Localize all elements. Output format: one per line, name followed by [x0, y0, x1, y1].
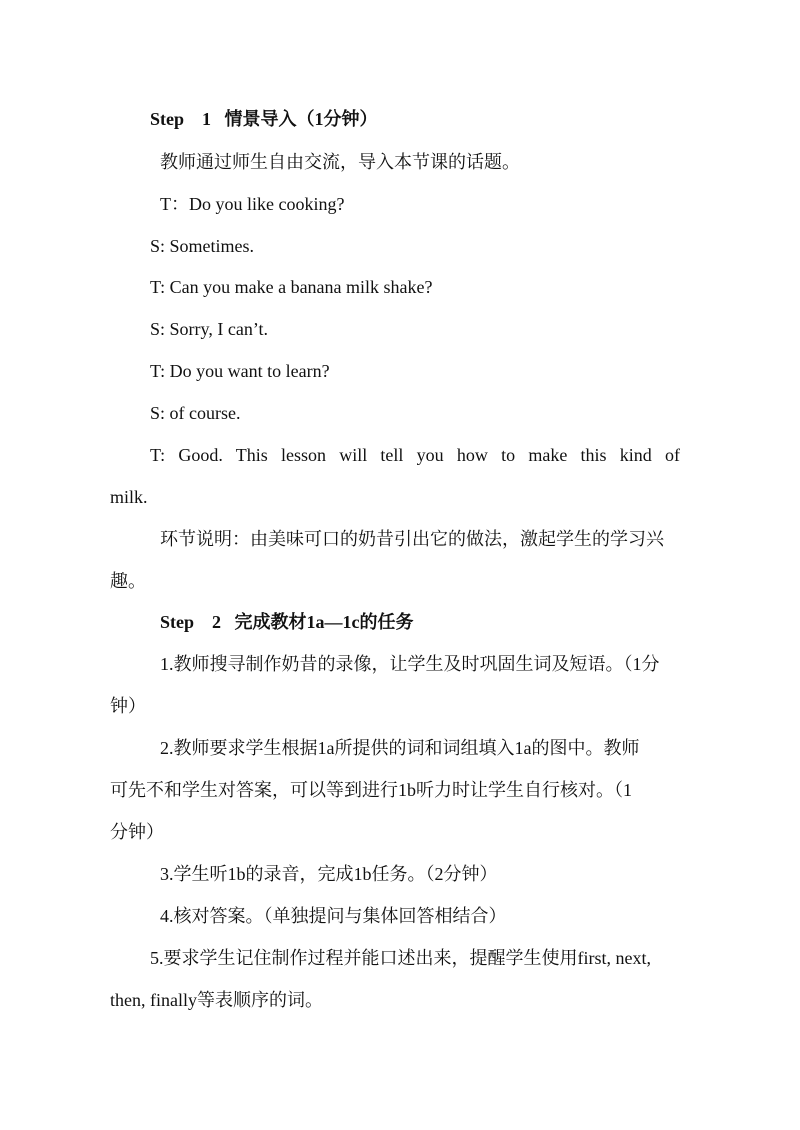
dialogue-line-4: S: Sorry, I can’t. [150, 319, 268, 339]
step2-item3: 3.学生听1b的录音，完成1b任务。（2分钟） [160, 864, 498, 884]
dialogue-line-1: T：Do you like cooking? [160, 194, 345, 214]
step2-item1-line-2: 钟） [110, 696, 146, 716]
step2-item5-line-1: 5.要求学生记住制作过程并能口述出来，提醒学生使用first, next, [150, 948, 651, 968]
step1-note-line-1: 环节说明：由美味可口的奶昔引出它的做法，激起学生的学习兴 [160, 529, 664, 549]
step1-heading: Step 1 情景导入（1分钟） [150, 109, 378, 129]
dialogue-line-8: milk. [110, 487, 148, 507]
step2-item1-line-1: 1.教师搜寻制作奶昔的录像，让学生及时巩固生词及短语。（1分 [160, 654, 660, 674]
dialogue-line-5: T: Do you want to learn? [150, 361, 330, 381]
step2-item4: 4.核对答案。（单独提问与集体回答相结合） [160, 906, 507, 926]
step1-intro: 教师通过师生自由交流，导入本节课的话题。 [160, 152, 520, 172]
step2-item2-line-2: 可先不和学生对答案，可以等到进行1b听力时让学生自行核对。（1 [110, 780, 632, 800]
dialogue-line-3: T: Can you make a banana milk shake? [150, 277, 433, 297]
step2-item2-line-1: 2.教师要求学生根据1a所提供的词和词组填入1a的图中。教师 [160, 738, 640, 758]
dialogue-line-2: S: Sometimes. [150, 236, 255, 256]
step2-item2-line-3: 分钟） [110, 822, 164, 842]
step1-note-line-2: 趣。 [110, 571, 146, 591]
dialogue-line-7: T: Good. This lesson will tell you how to make this kind of [150, 445, 680, 465]
step2-heading: Step 2 完成教材1a—1c的任务 [160, 612, 414, 632]
step2-item5-line-2: then, finally等表顺序的词。 [110, 990, 323, 1010]
dialogue-line-6: S: of course. [150, 403, 241, 423]
